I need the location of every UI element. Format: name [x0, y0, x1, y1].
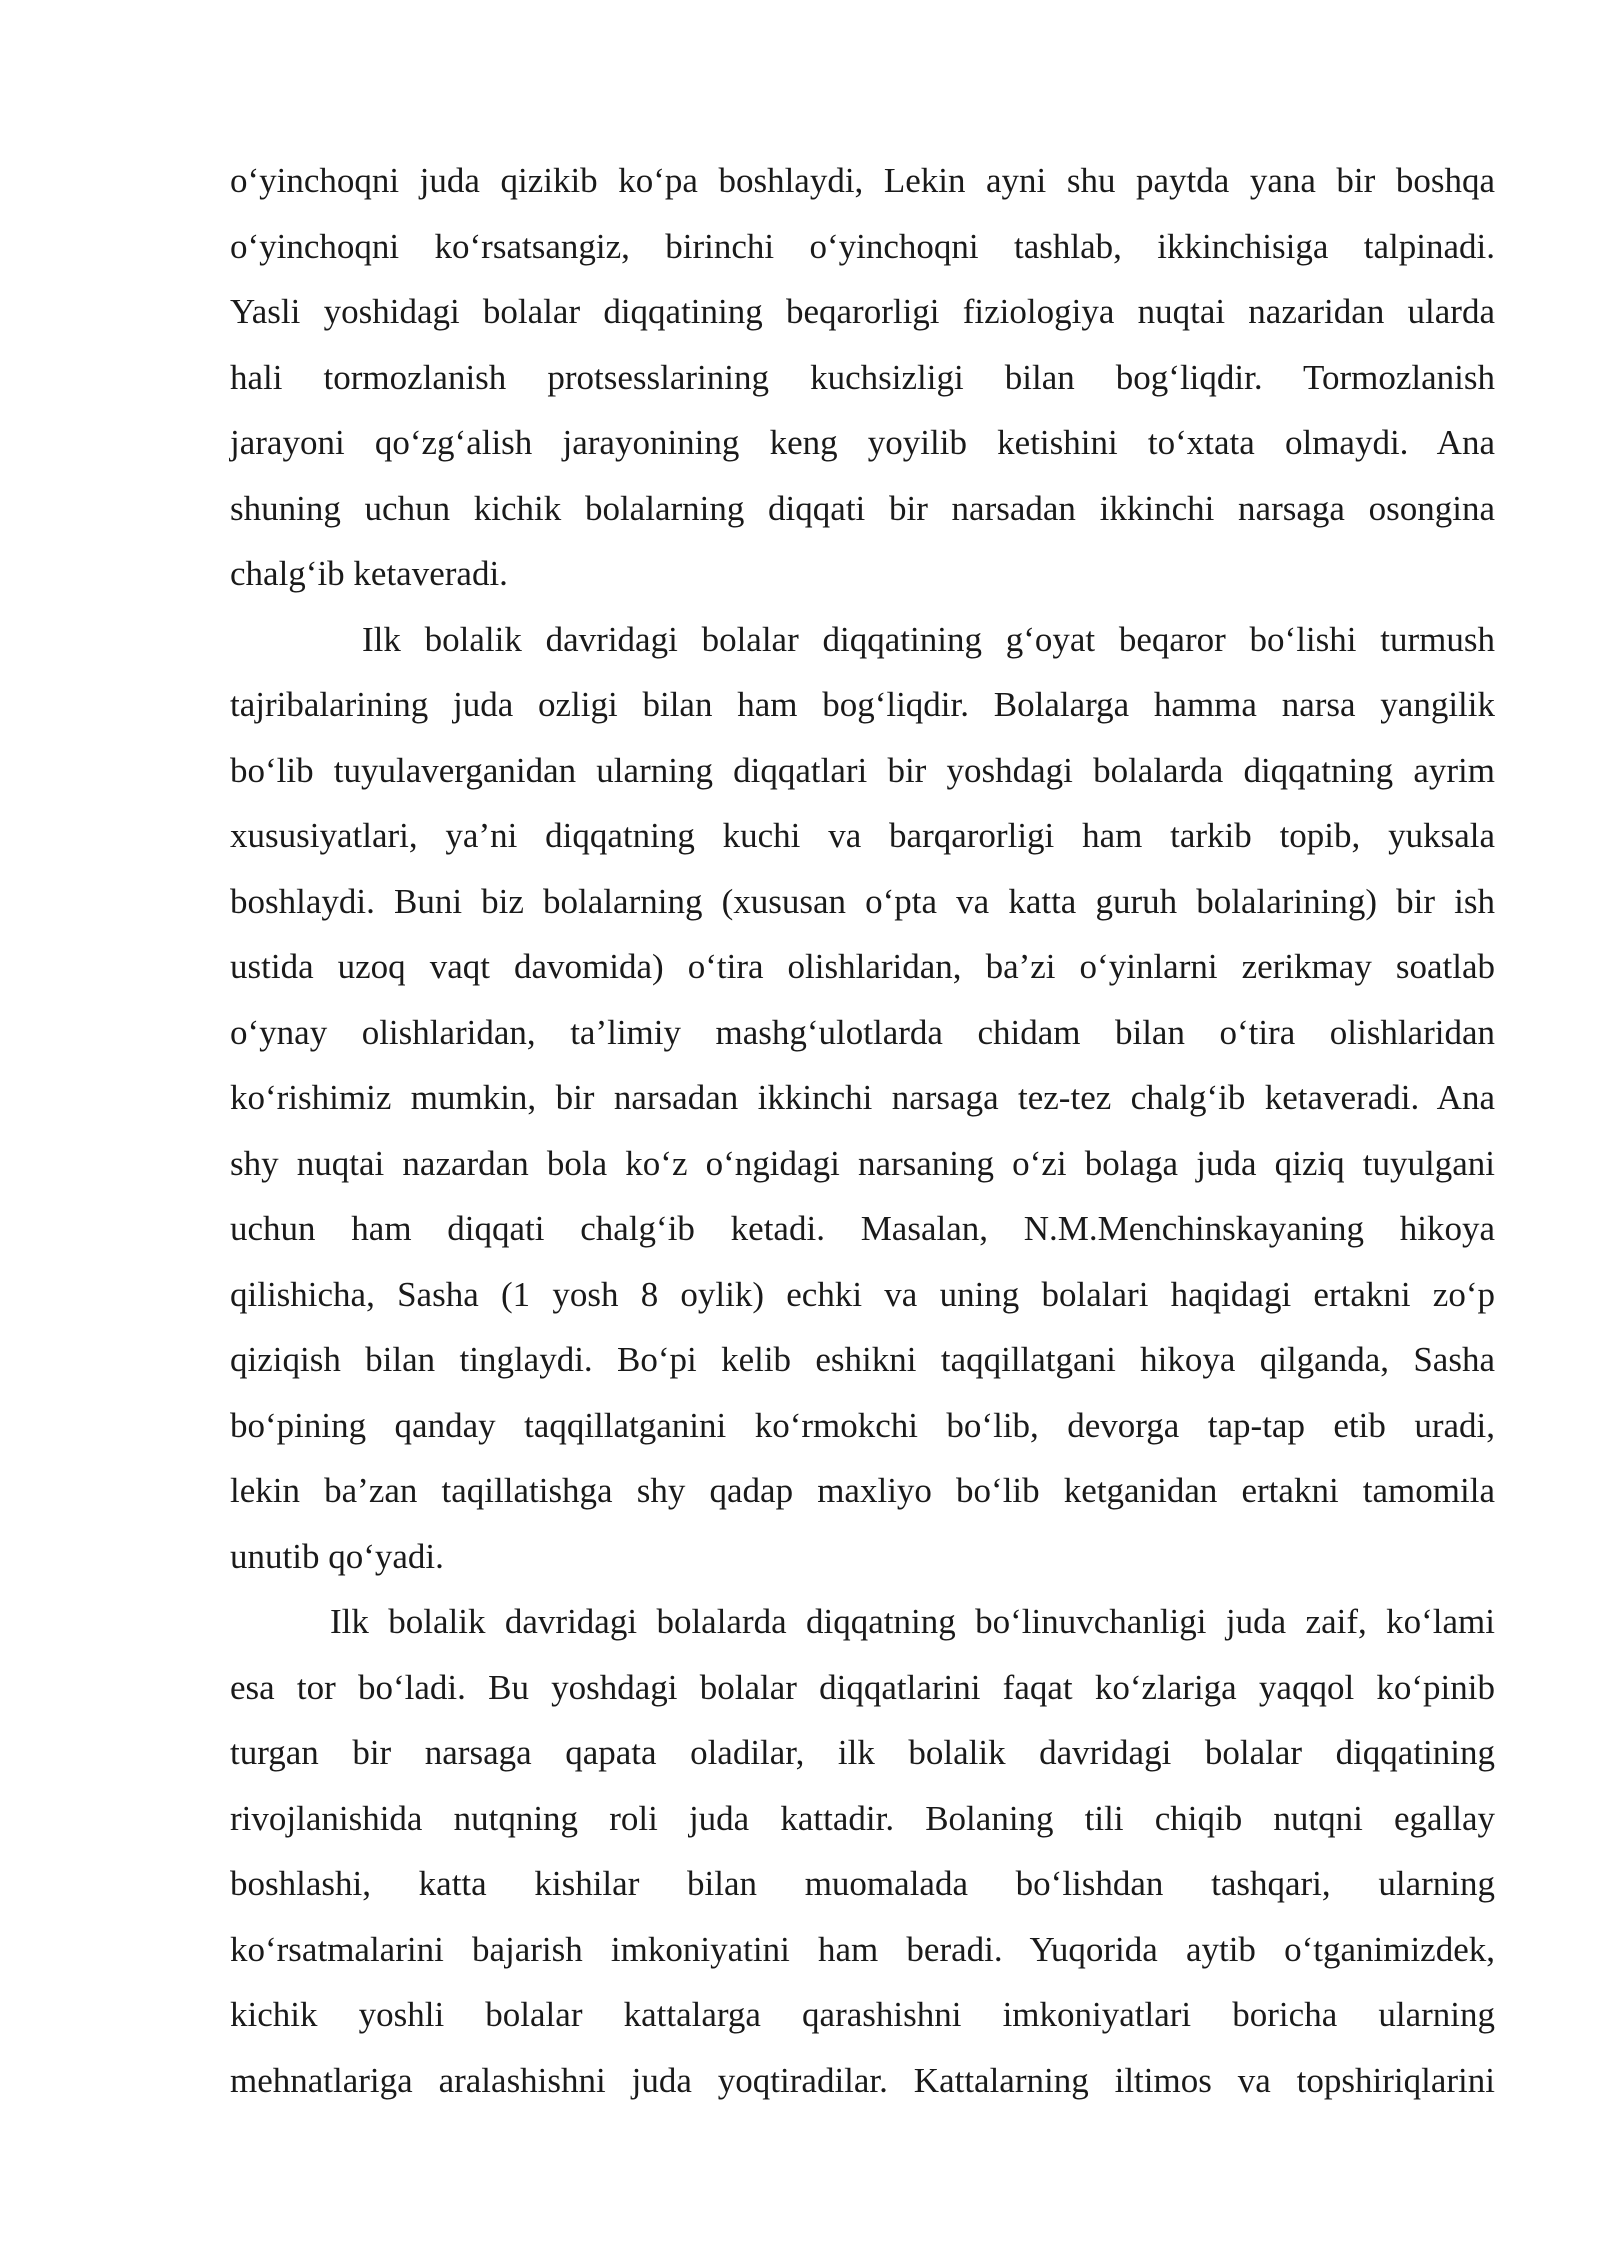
text-line: ustida uzoq vaqt davomida) o‘tira olishlaridan, ba’zi o‘yinlarni zerikmay soatlab	[230, 947, 1495, 986]
text-line: shuning uchun kichik bolalarning diqqati bir narsadan ikkinchi narsaga osongina	[230, 488, 1495, 528]
text-line: mehnatlariga aralashishni juda yoqtiradilar. Kattalarning iltimos va topshiriqlarini	[230, 2060, 1495, 2100]
text-line: bo‘pining qanday taqqillatganini ko‘rmokchi bo‘lib, devorga tap-tap etib uradi,	[230, 1405, 1495, 1445]
text-line: turgan bir narsaga qapata oladilar, ilk bolalik davridagi bolalar diqqatining	[230, 1733, 1495, 1772]
text-line: uchun ham diqqati chalg‘ib ketadi. Masalan, N.M.Menchinskayaning hikoya	[230, 1209, 1495, 1248]
text-line: hali tormozlanish protsesslarining kuchsizligi bilan bog‘liqdir. Tormozlanish	[230, 357, 1495, 397]
text-line: o‘yinchoqni ko‘rsatsangiz, birinchi o‘yinchoqni tashlab, ikkinchisiga talpinadi.	[230, 226, 1495, 266]
text-line: jarayoni qo‘zg‘alish jarayonining keng yoyilib ketishini to‘xtata olmaydi. Ana	[230, 423, 1495, 462]
text-line: o‘yinchoqni juda qizikib ko‘pa boshlaydi, Lekin ayni shu paytda yana bir boshqa	[230, 161, 1495, 200]
text-line: Ilk bolalik davridagi bolalarda diqqatning bo‘linuvchanligi juda zaif, ko‘lami	[330, 1602, 1495, 1641]
text-line: tajribalarining juda ozligi bilan ham bog‘liqdir. Bolalarga hamma narsa yangilik	[230, 685, 1495, 724]
text-line: Ilk bolalik davridagi bolalar diqqatining g‘oyat beqaror bo‘lishi turmush	[362, 619, 1495, 659]
text-line: chalg‘ib ketaveradi.	[230, 554, 508, 593]
text-line: o‘ynay olishlaridan, ta’limiy mashg‘ulotlarda chidam bilan o‘tira olishlaridan	[230, 1012, 1495, 1052]
paragraph-1	[230, 148, 1495, 607]
text-line: rivojlanishida nutqning roli juda kattadir. Bolaning tili chiqib nutqni egallay	[230, 1798, 1495, 1838]
text-line: boshlashi, katta kishilar bilan muomalada bo‘lishdan tashqari, ularning	[230, 1864, 1495, 1903]
paragraph-3	[230, 1589, 1495, 2113]
document-page	[230, 148, 1495, 2113]
paragraph-2	[230, 607, 1495, 1590]
text-line: unutib qo‘yadi.	[230, 1536, 444, 1576]
text-line: lekin ba’zan taqillatishga shy qadap maxliyo bo‘lib ketganidan ertakni tamomila	[230, 1471, 1495, 1510]
text-line: kichik yoshli bolalar kattalarga qarashishni imkoniyatlari boricha ularning	[230, 1995, 1495, 2034]
text-line: Yasli yoshidagi bolalar diqqatining beqarorligi fiziologiya nuqtai nazaridan ularda	[230, 292, 1495, 331]
text-line: qiziqish bilan tinglaydi. Bo‘pi kelib eshikni taqqillatgani hikoya qilganda, Sasha	[230, 1340, 1495, 1379]
text-line: boshlaydi. Buni biz bolalarning (xususan o‘pta va katta guruh bolalarining) bir ish	[230, 881, 1495, 921]
text-line: qilishicha, Sasha (1 yosh 8 oylik) echki va uning bolalari haqidagi ertakni zo‘p	[230, 1274, 1495, 1314]
text-line: ko‘rishimiz mumkin, bir narsadan ikkinchi narsaga tez-tez chalg‘ib ketaveradi. Ana	[230, 1078, 1495, 1117]
text-line: shy nuqtai nazardan bola ko‘z o‘ngidagi narsaning o‘zi bolaga juda qiziq tuyulgani	[230, 1143, 1495, 1183]
text-line: ko‘rsatmalarini bajarish imkoniyatini ham beradi. Yuqorida aytib o‘tganimizdek,	[230, 1929, 1495, 1969]
text-line: bo‘lib tuyulaverganidan ularning diqqatlari bir yoshdagi bolalarda diqqatning ayrim	[230, 750, 1495, 790]
text-line: xususiyatlari, ya’ni diqqatning kuchi va barqarorligi ham tarkib topib, yuksala	[230, 816, 1495, 855]
text-line: esa tor bo‘ladi. Bu yoshdagi bolalar diqqatlarini faqat ko‘zlariga yaqqol ko‘pinib	[230, 1667, 1495, 1707]
